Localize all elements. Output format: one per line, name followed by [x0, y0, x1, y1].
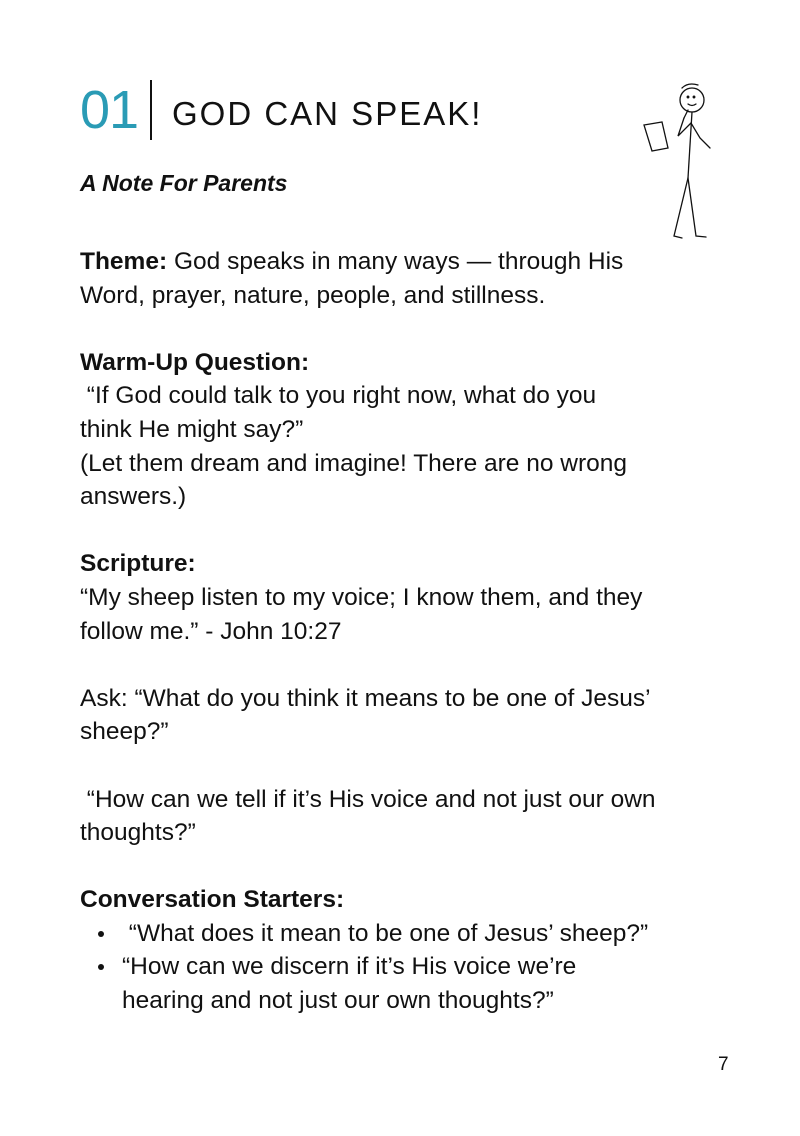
- scripture-label: Scripture:: [80, 550, 196, 578]
- warmup-text: answers.): [80, 483, 187, 511]
- scripture-text: follow me.” - John 10:27: [80, 617, 342, 645]
- page-number: 7: [718, 1054, 729, 1075]
- theme-text: God speaks in many ways — through His: [167, 248, 624, 275]
- starters-list: [80, 917, 740, 1018]
- list-item-text: hearing and not just our own thoughts?”: [122, 987, 554, 1015]
- ask-text: “How can we tell if it’s His voice and not just our own: [80, 785, 656, 813]
- list-item: [80, 950, 740, 1017]
- theme-section: [80, 245, 740, 312]
- theme-label: Theme:: [80, 248, 168, 275]
- ask-question-2: [80, 783, 740, 850]
- ask-text: Ask: “What do you think it means to be one of Jesus’: [80, 684, 651, 712]
- page-title: GOD CAN SPEAK!: [172, 95, 483, 132]
- warmup-text: think He might say?”: [80, 415, 304, 443]
- theme-text: Word, prayer, nature, people, and stillness.: [80, 281, 546, 309]
- list-item: [80, 917, 740, 951]
- subtitle: A Note For Parents: [80, 170, 288, 196]
- lesson-number: 01: [80, 80, 139, 140]
- ask-text: sheep?”: [80, 718, 169, 746]
- note-content: [80, 245, 740, 1018]
- warmup-text: “If God could talk to you right now, what do you: [80, 382, 597, 410]
- warmup-label: Warm-Up Question:: [80, 348, 310, 376]
- scripture-text: “My sheep listen to my voice; I know them, and they: [80, 583, 643, 611]
- starters-label: Conversation Starters:: [80, 886, 345, 914]
- list-item-text: “How can we discern if it’s His voice we’re: [122, 953, 577, 981]
- conversation-starters-section: [80, 883, 740, 1017]
- title-divider: [150, 80, 152, 140]
- list-item-text: “What does it mean to be one of Jesus’ sheep?”: [122, 919, 649, 947]
- ask-question: [80, 682, 740, 749]
- warmup-section: [80, 346, 740, 514]
- warmup-text: (Let them dream and imagine! There are no wrong: [80, 449, 628, 477]
- ask-text: thoughts?”: [80, 819, 196, 847]
- scripture-section: [80, 547, 740, 648]
- stick-figure-writing-illustration: [630, 78, 730, 243]
